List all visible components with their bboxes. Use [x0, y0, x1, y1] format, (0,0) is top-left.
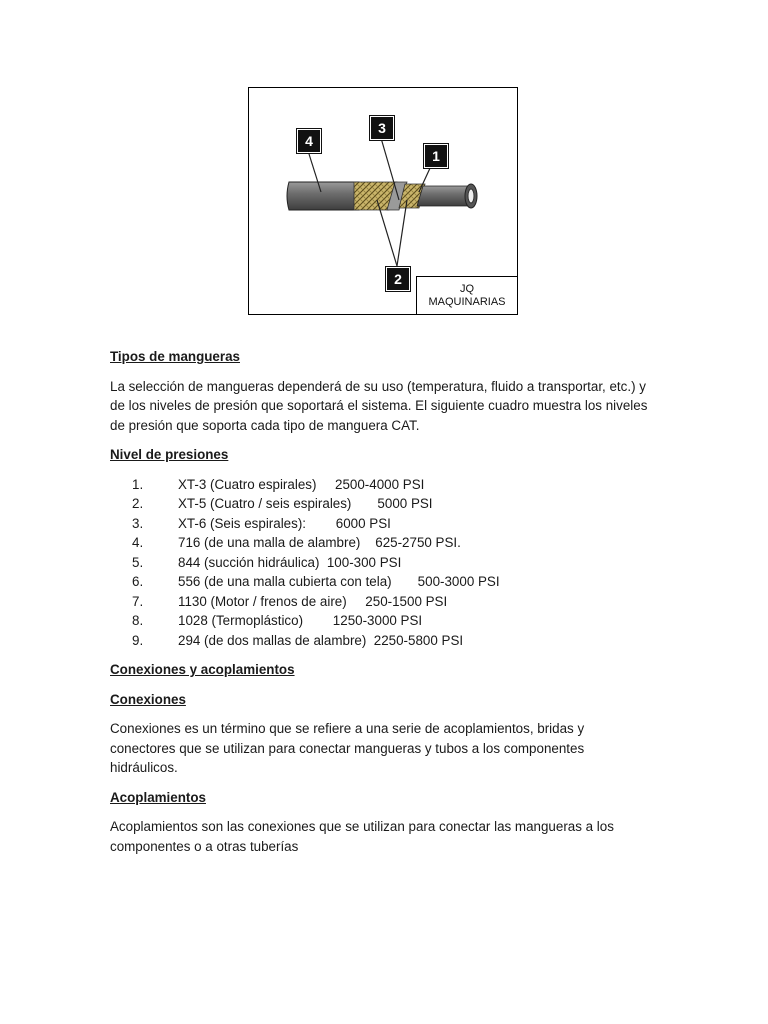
list-item — [110, 572, 650, 592]
list-number: 5. — [132, 554, 144, 570]
list-item — [110, 494, 650, 514]
list-number: 4. — [132, 535, 144, 550]
heading-conexiones: Conexiones — [110, 691, 186, 707]
list-text: 1130 (Motor / frenos de aire) 250-1500 PSI — [178, 593, 448, 609]
list-number: 2. — [132, 496, 144, 511]
list-text: XT-5 (Cuatro / seis espirales) 5000 PSI — [178, 496, 433, 511]
watermark-line-1: JQ — [459, 282, 475, 295]
list-item — [110, 631, 650, 651]
callout-4: 4 — [297, 129, 321, 153]
list-number: 1. — [132, 476, 144, 492]
list-item — [110, 475, 650, 495]
paragraph-tipos: La selección de mangueras dependerá de su uso (temperatura, fluido a transportar, etc.) y de los niveles de presión que soportará el sistema. El siguiente cuadro muestra los niveles de presión que soporta cada tipo de manguera CAT. — [110, 378, 648, 433]
list-number: 6. — [132, 574, 144, 589]
list-item — [110, 592, 650, 612]
heading-conexiones-acoplamientos: Conexiones y acoplamientos — [110, 662, 295, 677]
list-number: 8. — [132, 613, 144, 628]
list-text: 556 (de una malla cubierta con tela) 500-3000 PSI — [178, 574, 500, 589]
list-text: 716 (de una malla de alambre) 625-2750 PSI. — [178, 535, 461, 550]
heading-tipos: Tipos de mangueras — [110, 349, 240, 364]
heading-nivel-presiones: Nivel de presiones — [110, 447, 229, 462]
callout-1: 1 — [424, 144, 448, 168]
list-number: 3. — [132, 515, 144, 531]
callout-2: 2 — [386, 267, 410, 291]
list-item — [110, 533, 650, 553]
list-text: XT-3 (Cuatro espirales) 2500-4000 PSI — [178, 476, 425, 492]
paragraph-acoplamientos: Acoplamientos son las conexiones que se utilizan para conectar las mangueras a los componentes o a otras tuberías — [110, 819, 614, 854]
heading-acoplamientos: Acoplamientos — [110, 789, 206, 805]
paragraph-conexiones: Conexiones es un término que se refiere a una serie de acoplamientos, bridas y conectores que se utilizan para conectar mangueras y tubos a los componentes hidráulicos. — [110, 721, 585, 775]
list-item — [110, 611, 650, 631]
list-item — [110, 514, 650, 534]
outer-cover — [287, 182, 359, 210]
callout-3: 3 — [370, 116, 394, 140]
hose-diagram — [248, 87, 518, 315]
watermark-line-2: MAQUINARIAS — [428, 295, 506, 308]
list-text: 844 (succión hidráulica) 100-300 PSI — [178, 554, 402, 570]
pressure-list — [110, 475, 650, 651]
list-text: 1028 (Termoplástico) 1250-3000 PSI — [178, 613, 423, 628]
watermark — [416, 276, 517, 314]
list-item — [110, 553, 650, 573]
list-text: XT-6 (Seis espirales): 6000 PSI — [178, 515, 391, 531]
inner-tube — [417, 186, 471, 206]
document-body — [110, 347, 650, 866]
list-number: 7. — [132, 593, 144, 609]
list-text: 294 (de dos mallas de alambre) 2250-5800 PSI — [178, 632, 464, 648]
list-number: 9. — [132, 632, 144, 648]
